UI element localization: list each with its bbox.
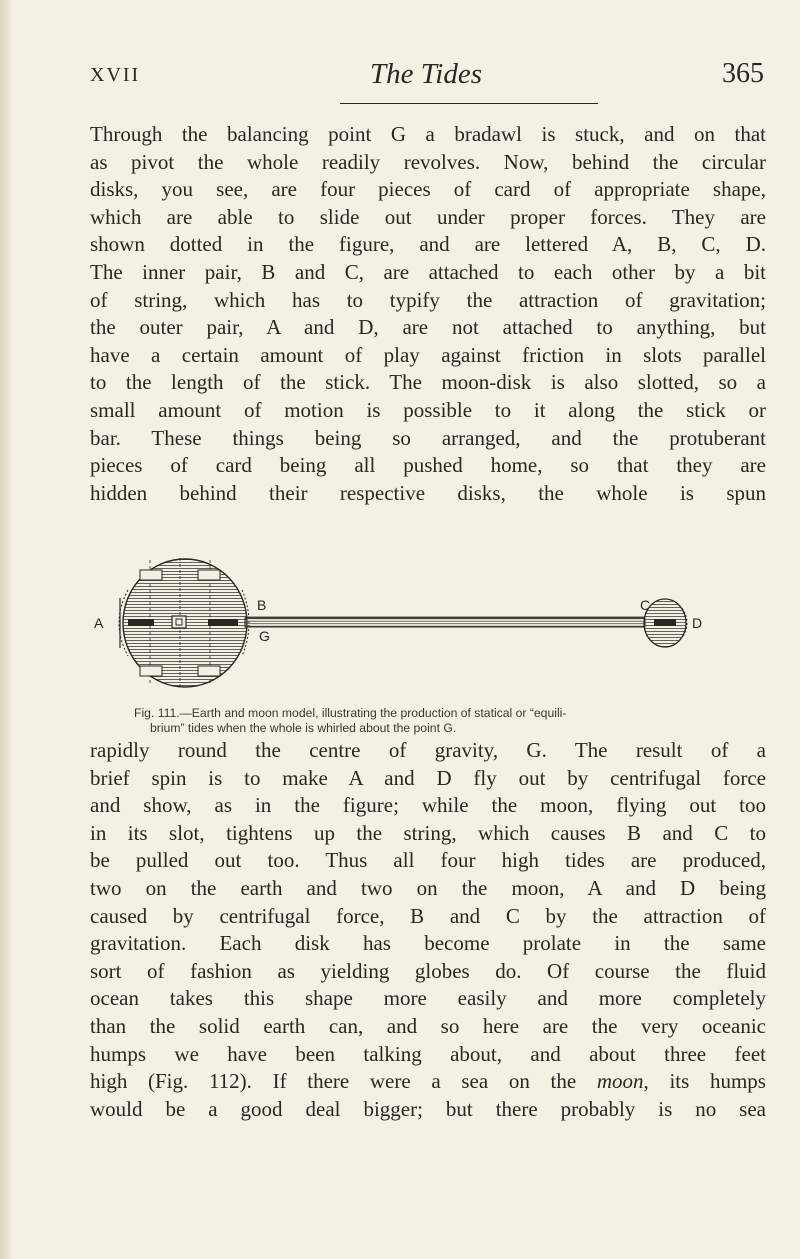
moon-disk: [644, 599, 687, 647]
text-line: as pivot the whole readily revolves. Now, behind the circular: [90, 149, 766, 174]
text-fragment: high (Fig. 112). If there were a sea on the: [90, 1069, 597, 1094]
label-d: D: [692, 615, 703, 631]
text-line: to the length of the stick. The moon-disk is also slotted, so a: [90, 370, 766, 395]
text-line: in its slot, tightens up the string, which causes B and C to: [90, 820, 766, 845]
text-line: be pulled out too. Thus all four high tides are produced,: [90, 848, 766, 873]
earth-moon-model-diagram: [80, 540, 740, 700]
text-line: small amount of motion is possible to it along the stick or: [90, 397, 766, 422]
label-b: B: [257, 597, 267, 613]
connecting-bar: [245, 617, 645, 627]
text-line: than the solid earth can, and so here are the very oceanic: [90, 1013, 766, 1038]
text-line: two on the earth and two on the moon, A and D being: [90, 875, 766, 900]
text-line: which are able to slide out under proper forces. They are: [90, 204, 766, 229]
text-line: bar. These things being so arranged, and the protuberant: [90, 425, 766, 450]
running-title: The Tides: [370, 58, 482, 90]
text-line: humps we have been talking about, and about three feet: [90, 1041, 766, 1066]
text-line: pieces of card being all pushed home, so that they are: [90, 453, 766, 478]
text-line: Through the balancing point G a bradawl is stuck, and on that: [90, 122, 766, 146]
text-line: and show, as in the figure; while the moon, flying out too: [90, 793, 766, 818]
earth-moon-model-figure: [80, 540, 740, 700]
text-fragment: , its humps: [643, 1069, 766, 1094]
text-line: gravitation. Each disk has become prolate in the same: [90, 931, 766, 956]
text-line: brief spin is to make A and D fly out by centrifugal force: [90, 765, 766, 790]
text-line: disks, you see, are four pieces of card of appropriate shape,: [90, 177, 766, 202]
figure-caption: [134, 706, 756, 736]
running-head: [88, 58, 764, 98]
label-c: C: [640, 597, 651, 613]
text-line: caused by centrifugal force, B and C by the attraction of: [90, 903, 766, 928]
text-line: [90, 1068, 766, 1096]
text-line: The inner pair, B and C, are attached to each other by a bit: [90, 259, 766, 284]
caption-line: brium” tides when the whole is whirled about the point G.: [150, 721, 457, 735]
page-edge: [0, 0, 14, 1259]
text-line: ocean takes this shape more easily and more completely: [90, 986, 766, 1011]
text-line: of string, which has to typify the attraction of gravitation;: [90, 287, 766, 312]
chapter-number: XVII: [90, 64, 141, 86]
header-rule: [340, 103, 598, 104]
text-line: sort of fashion as yielding globes do. Of course the fluid: [90, 958, 766, 983]
emphasized-word: moon: [596, 1069, 644, 1094]
page-number: 365: [722, 58, 764, 89]
caption-line: Fig. 111.—Earth and moon model, illustrating the production of statical or “equili-: [134, 706, 567, 720]
text-line: have a certain amount of play against friction in slots parallel: [90, 342, 766, 367]
paragraph-1: [90, 121, 766, 507]
text-line: rapidly round the centre of gravity, G. The result of a: [90, 738, 766, 762]
paragraph-2: [90, 737, 766, 1123]
text-line: would be a good deal bigger; but there probably is no sea: [90, 1096, 766, 1121]
label-g: G: [259, 628, 270, 644]
text-line: hidden behind their respective disks, the whole is spun: [90, 480, 766, 505]
text-line: shown dotted in the figure, and are lettered A, B, C, D.: [90, 232, 766, 257]
label-a: A: [94, 615, 104, 631]
text-line: the outer pair, A and D, are not attached to anything, but: [90, 315, 766, 340]
earth-disk: [119, 558, 249, 688]
